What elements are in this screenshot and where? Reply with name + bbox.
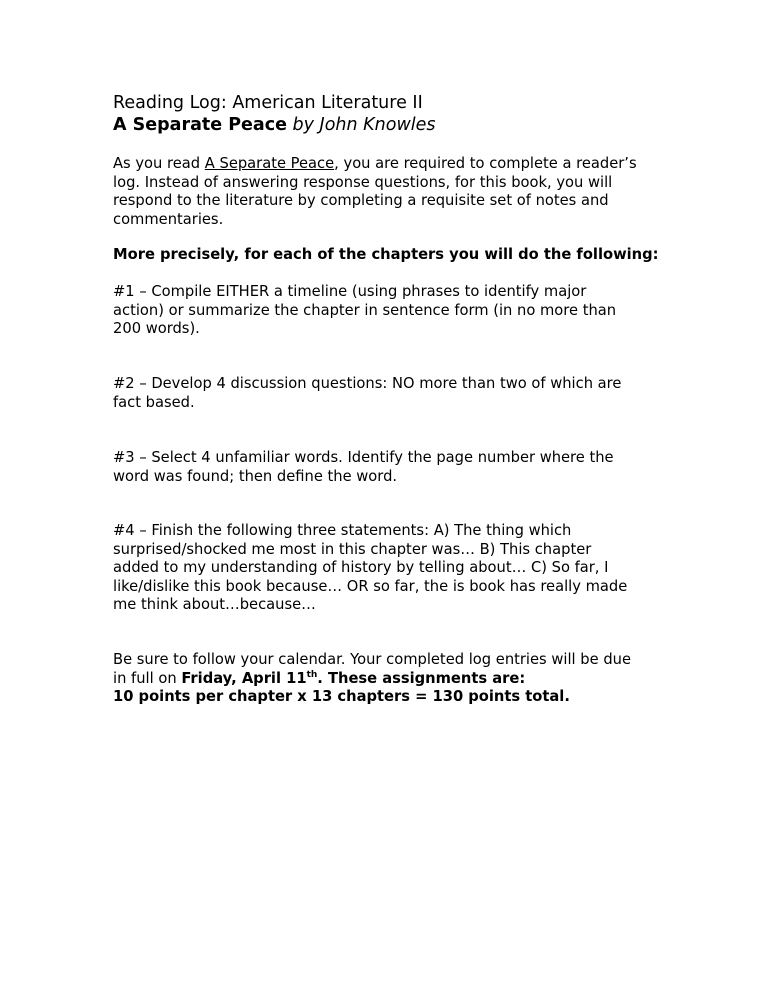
intro-line-3: respond to the literature by completing a requisite set of notes and: [113, 192, 609, 210]
task-4-line-5: me think about…because…: [113, 596, 316, 614]
intro-line-4: commentaries.: [113, 210, 224, 228]
book-title-underlined: A Separate Peace: [204, 155, 335, 172]
task-1-line-1: #1 – Compile EITHER a timeline (using phrases to identify major: [113, 283, 587, 300]
task-4-line-3: added to my understanding of history by telling about… C) So far, I: [113, 559, 609, 577]
task-3-line-2: word was found; then define the word.: [113, 467, 398, 485]
instructions-heading: [113, 246, 713, 265]
due-date-text: Friday, April 11: [181, 669, 307, 687]
points-total: 10 points per chapter x 13 chapters = 130 points total.: [113, 688, 570, 706]
task-4-line-1: #4 – Finish the following three statements: A) The thing which: [113, 522, 572, 539]
task-2: [113, 375, 713, 412]
task-3-line-1: #3 – Select 4 unfamiliar words. Identify the page number where the: [113, 449, 614, 466]
book-title: A Separate Peace: [113, 115, 287, 135]
task-4-line-2: surprised/shocked me most in this chapter was… B) This chapter: [113, 540, 592, 558]
intro-line-1: [113, 155, 637, 172]
due-date: [181, 670, 525, 687]
closing-paragraph: [113, 651, 713, 707]
closing-line-2: [113, 670, 525, 687]
task-3: [113, 449, 713, 486]
task-1-line-3: 200 words).: [113, 320, 200, 338]
due-date-tail: . These assignments are:: [317, 669, 526, 687]
intro-lead: As you read: [113, 155, 205, 172]
task-4-line-4: like/dislike this book because… OR so far, the is book has really made: [113, 577, 628, 595]
book-title-line: [113, 114, 713, 136]
course-title: Reading Log: American Literature II: [113, 93, 423, 113]
task-2-line-2: fact based.: [113, 393, 195, 411]
closing-line-1: Be sure to follow your calendar. Your completed log entries will be due: [113, 651, 631, 668]
due-date-ordinal: th: [306, 669, 318, 680]
task-4: [113, 522, 713, 615]
task-2-line-1: #2 – Develop 4 discussion questions: NO more than two of which are: [113, 375, 622, 392]
intro-line-2: log. Instead of answering response questions, for this book, you will: [113, 173, 613, 191]
author-byline: by John Knowles: [286, 115, 436, 135]
closing-line-2-lead: in full on: [113, 669, 182, 687]
instructions-heading-text: More precisely, for each of the chapters you will do the following:: [113, 246, 659, 263]
task-1-line-2: action) or summarize the chapter in sentence form (in no more than: [113, 301, 617, 319]
intro-paragraph: [113, 155, 713, 229]
task-1: [113, 283, 713, 339]
intro-line-1-rest: , you are required to complete a reader’s: [334, 155, 637, 172]
document-header: [113, 92, 713, 136]
